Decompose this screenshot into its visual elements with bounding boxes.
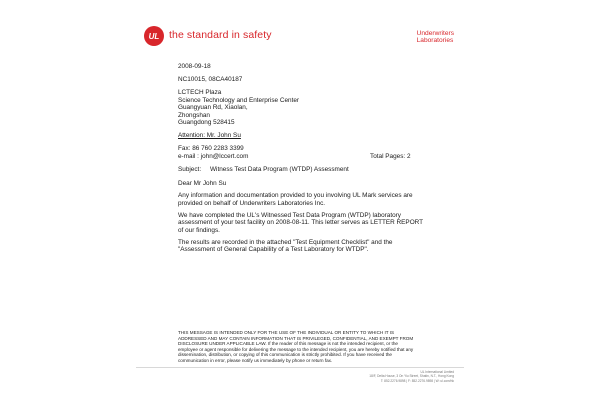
attention-line: Attention: Mr. John Su <box>178 132 241 139</box>
paragraph-line: provided on behalf of Underwriters Laboratories Inc. <box>178 199 326 207</box>
footer-divider <box>136 367 464 368</box>
subject-label: Subject: <box>178 166 202 173</box>
address-line: LCTECH Plaza <box>178 89 222 96</box>
footer-line: T: 852.2276.9898 | F: 852.2276.9898 | W: ul.com/hk <box>380 378 454 383</box>
company-name <box>417 30 454 44</box>
paragraph-line: of our findings. <box>178 226 220 234</box>
fax-line: Fax: 86 760 2283 3399 <box>178 145 244 152</box>
address-line: Guangdong 528415 <box>178 119 235 126</box>
company-name-line2: Laboratories <box>416 37 454 44</box>
tagline: the standard in safety <box>169 29 272 41</box>
subject-text: Witness Test Data Program (WTDP) Assessment <box>210 166 349 173</box>
ul-logo: UL <box>144 26 164 46</box>
address-line: Guangyuan Rd, Xiaolan, <box>178 104 248 111</box>
paragraph-line: The results are recorded in the attached "Test Equipment Checklist" and the <box>178 238 393 246</box>
footer-line: UL International Limited <box>420 370 454 374</box>
letterhead <box>136 16 464 48</box>
confidentiality-disclaimer: THIS MESSAGE IS INTENDED ONLY FOR THE USE OF THE INDIVIDUAL OR ENTITY TO WHICH IT IS ADDRESSED AND MAY CONTAIN INFORMATION THAT IS PRIVILEGED, CONFIDENTIAL, AND EXEMPT FROM DISCLOSURE UNDER APPLICABLE LAW. If the reader of this message is not the intended recipient, or the employee or agent responsible for delivering the message to the intended recipient, you are hereby notified that any dissemination, distribution, or copying of this communication is strictly prohibited. If you have received the communication in error, please notify us immediately by phone or return fax. <box>178 330 414 363</box>
address-line: Science Technology and Enterprise Center <box>178 96 300 104</box>
total-pages: Total Pages: 2 <box>370 153 411 160</box>
paragraph-line: Any information and documentation provided to you involving UL Mark services are <box>178 192 413 199</box>
salutation: Dear Mr John Su <box>178 180 227 187</box>
company-name-line1: Underwriters <box>416 30 454 37</box>
letter-date: 2008-09-18 <box>178 63 211 70</box>
letter-page <box>136 8 464 400</box>
paragraph-line: assessment of your test facility on 2008-08-11. This letter serves as LETTER REPORT <box>178 219 424 226</box>
paragraph-line: We have completed the UL's Witnessed Test Data Program (WTDP) laboratory <box>178 211 401 219</box>
address-line: Zhongshan <box>178 111 210 119</box>
footer-address <box>354 370 454 383</box>
paragraph-line: "Assessment of General Capability of a Test Laboratory for WTDP". <box>178 246 369 253</box>
footer-line: 18/F, Delta House, 3 On Yiu Street, Shatin, N.T., Hong Kong <box>369 374 454 379</box>
reference-number: NC10015, 08CA40187 <box>178 76 243 83</box>
email-line: e-mail : john@lccert.com <box>178 153 249 160</box>
